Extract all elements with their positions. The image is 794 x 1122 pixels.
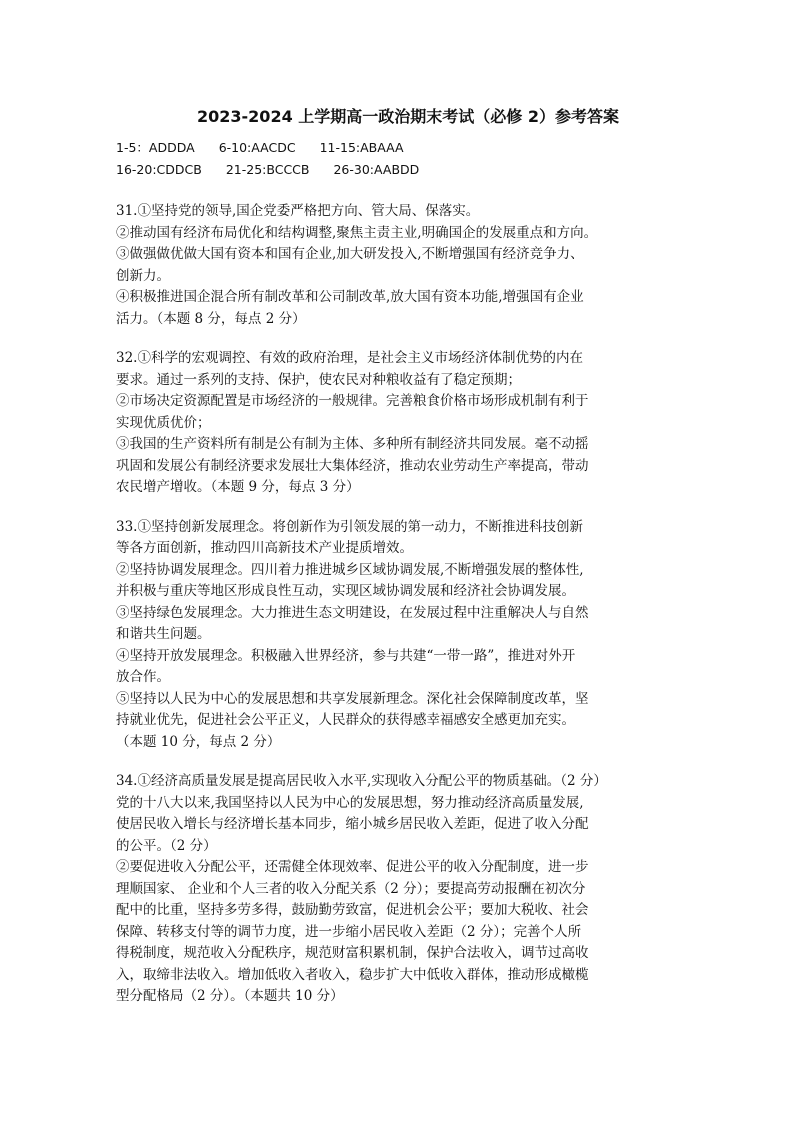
answer-line: 巩固和发展公有制经济要求发展壮大集体经济，推动农业劳动生产率提高，带动 <box>116 457 589 474</box>
answer-line: 并积极与重庆等地区形成良性互动，实现区域协调发展和经济社会协调发展。 <box>116 583 575 599</box>
answer-line: （本题 10 分，每点 2 分） <box>116 733 281 750</box>
answer-line: ②推动国有经济布局优化和结构调整,聚焦主责主业,明确国企的发展重点和方向。 <box>116 224 598 241</box>
answer-line: 保障、转移支付等的调节力度，进一步缩小居民收入差距（2 分）；完善个人所 <box>116 923 582 940</box>
answer-line: 配中的比重，坚持多劳多得，鼓励勤劳致富，促进机会公平；要加大税收、社会 <box>116 902 589 918</box>
question-33-answer <box>116 517 700 754</box>
answer-line: ③做强做优做大国有资本和国有企业,加大研发投入,不断增强国有经济竞争力、 <box>116 246 584 262</box>
answer-key-item: 11-15:ABAAA <box>319 140 404 155</box>
answer-line: 的公平。（2 分） <box>116 837 217 854</box>
answer-line: 型分配格局（2 分）。（本题共 10 分） <box>116 988 344 1004</box>
answer-line: 农民增产增收。（本题 9 分，每点 3 分） <box>116 479 360 495</box>
answer-line: ③坚持绿色发展理念。大力推进生态文明建设，在发展过程中注重解决人与自然 <box>116 604 589 621</box>
question-34-answer <box>116 771 700 1008</box>
answer-line: 持就业优先，促进社会公平正义，人民群众的获得感幸福感安全感更加充实。 <box>116 712 575 728</box>
answer-line: ③我国的生产资料所有制是公有制为主体、多种所有制经济共同发展。毫不动摇 <box>116 436 589 452</box>
question-31-answer <box>116 201 700 330</box>
answer-line: 使居民收入增长与经济增长基本同步，缩小城乡居民收入差距，促进了收入分配 <box>116 816 589 832</box>
answer-line: 34.①经济高质量发展是提高居民收入水平,实现收入分配公平的物质基础。（2 分） <box>116 773 607 789</box>
answer-key-item: 21-25:BCCCB <box>225 162 310 177</box>
answer-key-item: 1-5：ADDDA <box>116 140 195 155</box>
answer-key-item: 6-10:AACDC <box>218 140 296 155</box>
page-title: 2023-2024 上学期高一政治期末考试（必修 2）参考答案 <box>197 107 619 126</box>
answer-key-item: 16-20:CDDCB <box>116 162 202 177</box>
answer-line: 和谐共生问题。 <box>116 626 211 642</box>
answer-line: ④积极推进国企混合所有制改革和公司制改革,放大国有资本功能,增强国有企业 <box>116 289 584 305</box>
answer-line: 实现优质优价； <box>116 414 211 431</box>
answer-line: 党的十八大以来,我国坚持以人民为中心的发展思想，努力推动经济高质量发展, <box>116 794 584 811</box>
answer-line: 理顺国家、 企业和个人三者的收入分配关系（2 分）；要提高劳动报酬在初次分 <box>116 880 586 897</box>
answer-line: 等各方面创新，推动四川高新技术产业提质增效。 <box>116 540 413 556</box>
question-32-answer <box>116 348 700 499</box>
answer-line: 入，取缔非法收入。增加低收入者收入，稳步扩大中低收入群体，推动形成橄榄 <box>116 966 589 983</box>
answer-line: ②要促进收入分配公平，还需健全体现效率、促进公平的收入分配制度，进一步 <box>116 859 589 875</box>
answer-line: 放合作。 <box>116 669 170 685</box>
answer-line: 创新力。 <box>116 267 170 284</box>
answer-line: 活力。（本题 8 分，每点 2 分） <box>116 310 306 327</box>
answer-line: 31.①坚持党的领导,国企党委严格把方向、管大局、保落实。 <box>116 203 480 219</box>
answer-line: 33.①坚持创新发展理念。将创新作为引领发展的第一动力，不断推进科技创新 <box>116 518 583 535</box>
answer-line: ④坚持开放发展理念。积极融入世界经济，参与共建“一带一路”，推进对外开 <box>116 647 576 664</box>
answer-line: ②坚持协调发展理念。四川着力推进城乡区域协调发展,不断增强发展的整体性, <box>116 561 584 578</box>
answer-key-item: 26-30:AABDD <box>333 162 420 177</box>
answer-line: 要求。通过一系列的支持、保护，使农民对种粮收益有了稳定预期； <box>116 371 521 388</box>
answer-key-row-2 <box>116 159 700 181</box>
answer-key-row-1 <box>116 137 700 159</box>
answer-line: ②市场决定资源配置是市场经济的一般规律。完善粮食价格市场形成机制有利于 <box>116 393 589 409</box>
answer-line: 得税制度，规范收入分配秩序，规范财富积累机制，保护合法收入，调节过高收 <box>116 945 589 961</box>
answer-line: 32.①科学的宏观调控、有效的政府治理，是社会主义市场经济体制优势的内在 <box>116 350 583 366</box>
answer-line: ⑤坚持以人民为中心的发展思想和共享发展新理念。深化社会保障制度改革，坚 <box>116 690 589 707</box>
